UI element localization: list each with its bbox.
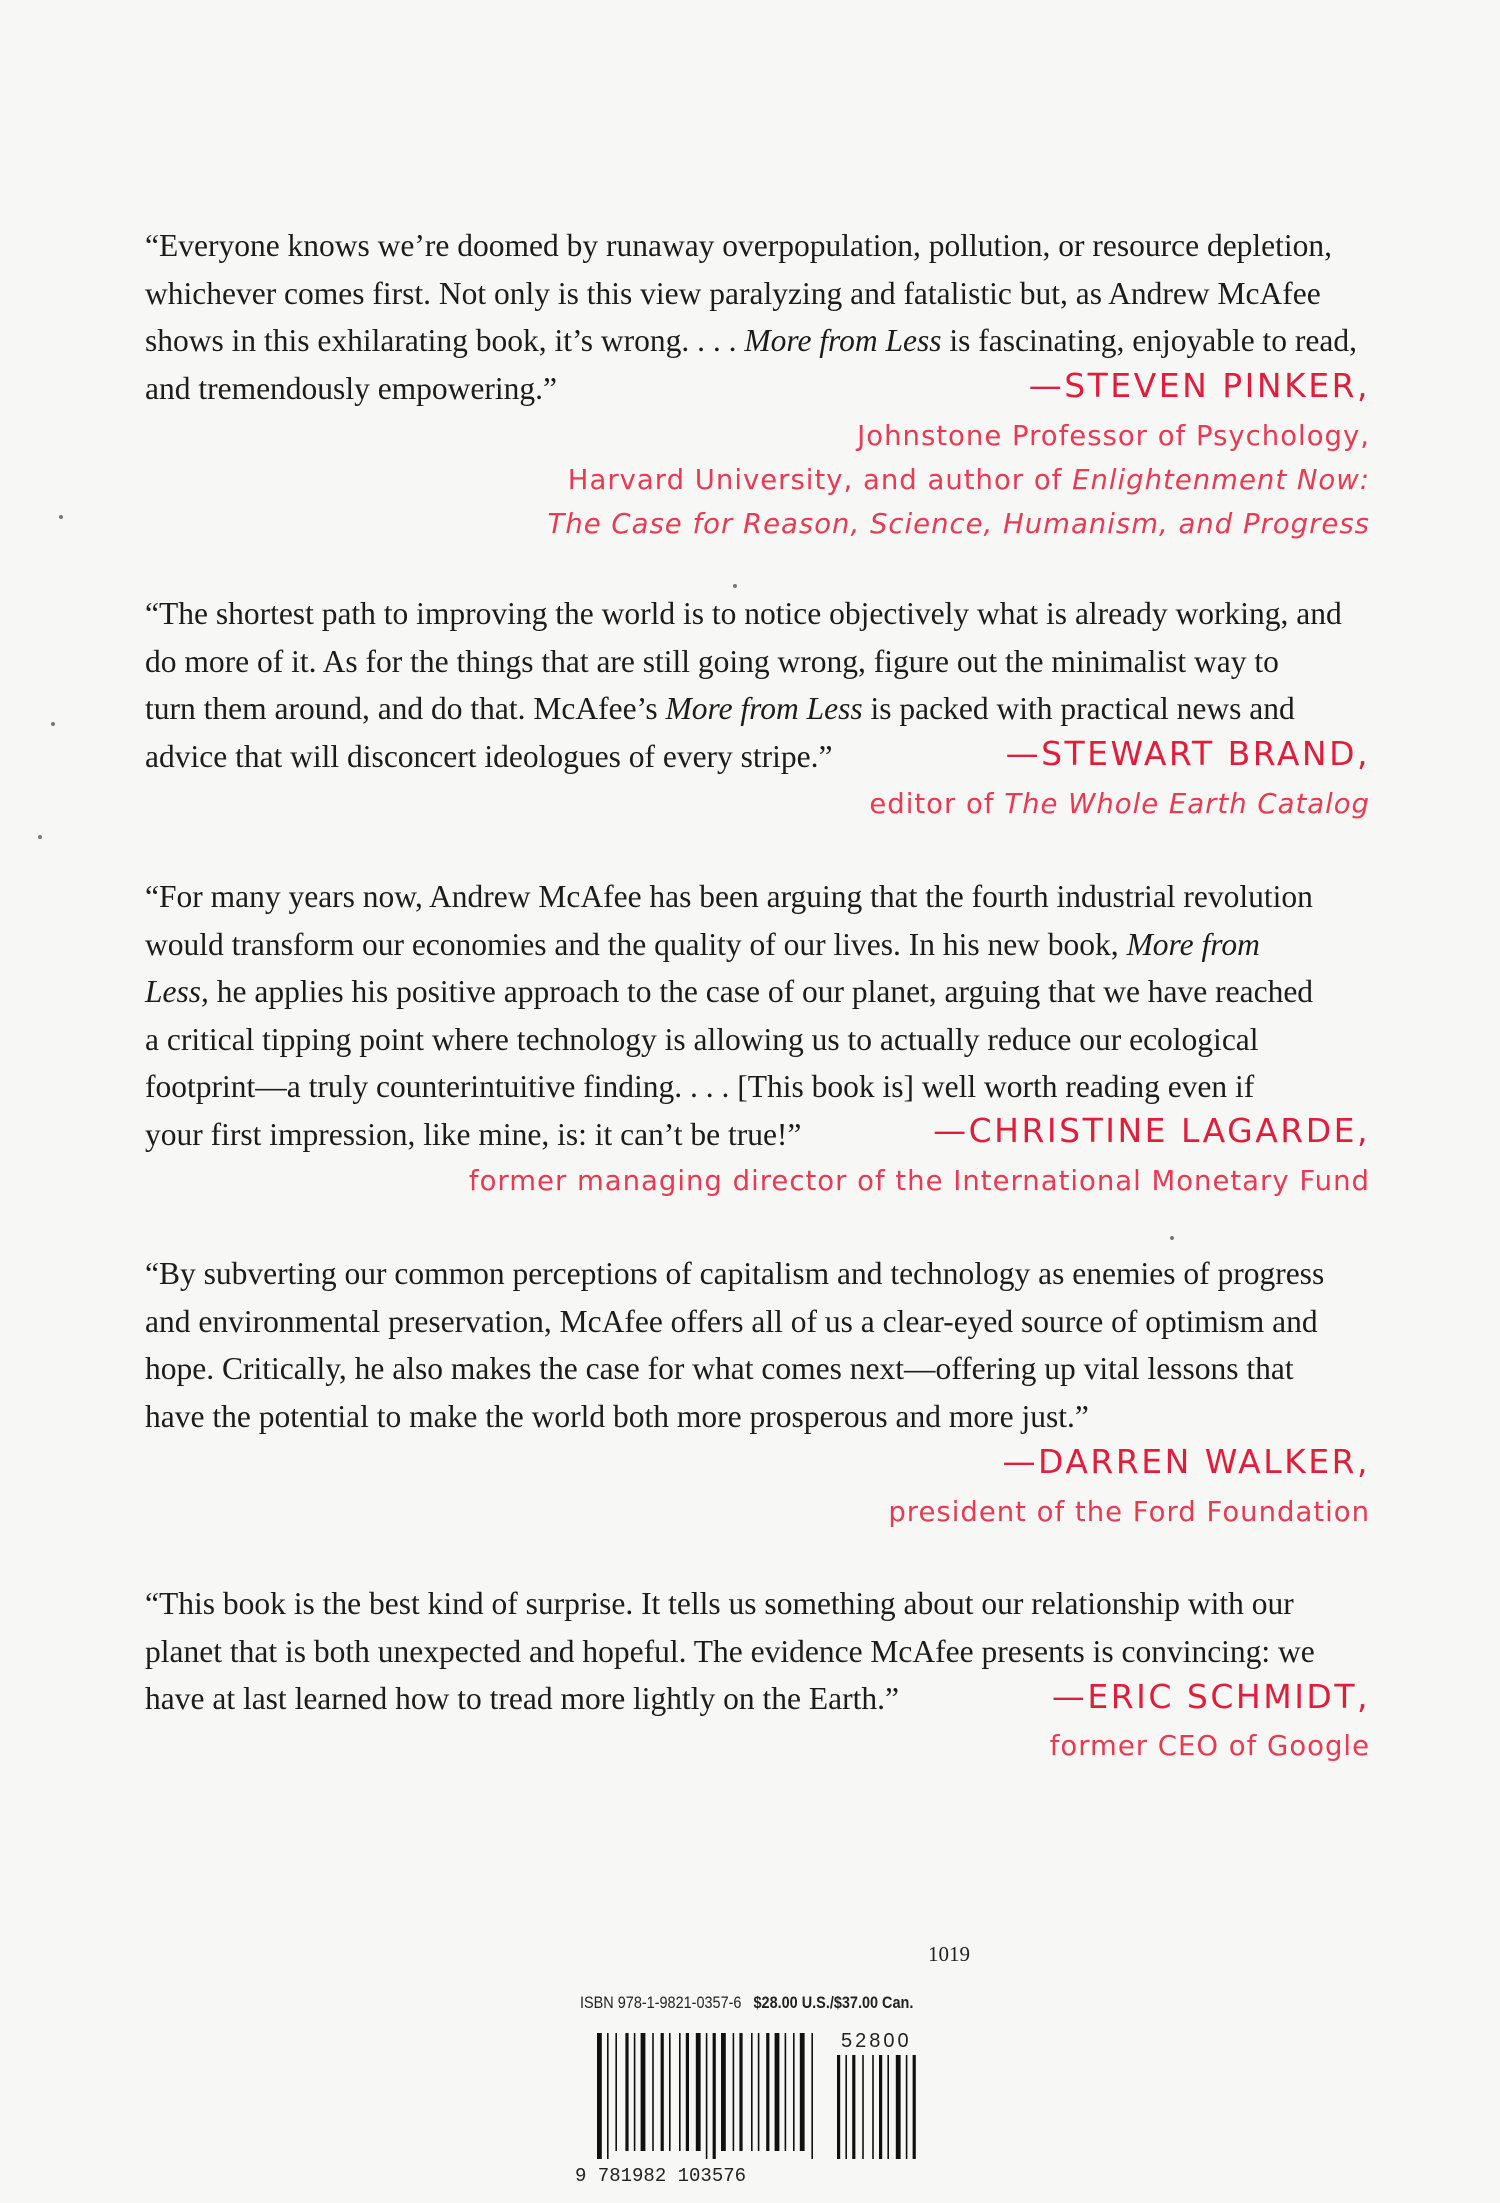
blurb-attribution-title: president of the Ford Foundation <box>888 1496 1370 1528</box>
barcode-bar <box>793 2033 795 2151</box>
barcode-addon-bar <box>906 2055 908 2159</box>
barcode-bar <box>766 2033 769 2151</box>
blurb-quote: “The shortest path to improving the world is to notice objectively what is already working, and do more of it. As for the things that are still going wrong, figure out the minimalist way to turn them around, and do that. McAfee’s More from Less is packed with practical news and advice that will disconcert ideologues of every stripe.” <box>145 596 1342 774</box>
barcode-bar <box>607 2033 609 2159</box>
blurb-attribution-title: former managing director of the International Monetary Fund <box>468 1165 1370 1197</box>
blurb-attribution-title: former CEO of Google <box>1049 1730 1370 1762</box>
barcode-bar <box>686 2033 689 2151</box>
barcode-bar <box>634 2033 636 2151</box>
barcode-bar <box>641 2033 646 2151</box>
barcode-bar <box>669 2033 671 2151</box>
barcode-bar <box>597 2033 602 2159</box>
barcode-bar <box>785 2033 787 2151</box>
barcode-addon-bar <box>852 2055 855 2159</box>
barcode-bar <box>679 2033 681 2151</box>
barcode-bar <box>811 2033 813 2159</box>
blurb-attribution-name: —CHRISTINE LAGARDE, <box>933 1111 1370 1150</box>
barcode-bar <box>625 2033 628 2151</box>
barcode-addon-bar <box>913 2055 916 2159</box>
blurb-lagarde <box>145 873 1370 1197</box>
blurb-quote: “For many years now, Andrew McAfee has been arguing that the fourth industrial revolution would transform our economies and the quality of our lives. In his new book, More from Less, he applies his positive approach to the case of our planet, arguing that we have reached a critical tipping point where technology is allowing us to actually reduce our ecological footprint—a truly counterintuitive finding. . . . [This book is] well worth reading even if your first impression, like mine, is: it can’t be true!” <box>145 879 1314 1152</box>
barcode-bar <box>615 2033 617 2151</box>
blurb-walker <box>145 1250 1370 1528</box>
blurb-brand <box>145 590 1370 820</box>
scan-speck <box>1170 1236 1174 1240</box>
blurb-attribution-name: —STEWART BRAND, <box>1005 734 1370 773</box>
barcode-bar <box>696 2033 701 2151</box>
barcode-addon-bar <box>845 2055 847 2159</box>
blurb-pinker <box>145 222 1370 540</box>
barcode-bar <box>739 2033 742 2151</box>
barcode-addon-bar <box>879 2055 882 2159</box>
blurb-attribution-title: editor of The Whole Earth Catalog <box>869 788 1370 820</box>
blurb-attribution-name: —STEVEN PINKER, <box>1028 366 1370 405</box>
barcode-bar <box>800 2033 805 2151</box>
scan-speck <box>59 515 63 519</box>
isbn-barcode <box>575 2025 955 2185</box>
printer-code: 1019 <box>928 1942 970 1966</box>
barcode-bar <box>733 2033 735 2151</box>
scan-speck <box>733 584 737 588</box>
barcode-bar <box>652 2033 654 2151</box>
blurb-attribution-name: —DARREN WALKER, <box>1002 1442 1370 1481</box>
barcode-addon-bar <box>896 2055 901 2159</box>
barcode-bar <box>661 2033 664 2151</box>
blurb-quote: “Everyone knows we’re doomed by runaway overpopulation, pollution, or resource depletion, whichever comes first. Not only is this view paralyzing and fatalistic but, as Andrew McAfee shows in this exhilarating book, it’s wrong. . . . More from Less is fascinating, enjoyable to read, and tremendously empowering.” <box>145 228 1358 406</box>
barcode-bar <box>706 2033 708 2159</box>
barcode-bar <box>751 2033 753 2151</box>
barcode-bar <box>713 2033 716 2159</box>
scan-speck <box>38 835 42 839</box>
isbn-price-line: ISBN 978-1-9821-0357-6 $28.00 U.S./$37.00 Can. <box>580 1993 914 2012</box>
barcode-addon-bar <box>872 2055 874 2159</box>
blurb-attribution-title: Johnstone Professor of Psychology, Harvard University, and author of Enlightenment Now: The Case for Reason, Science, Humanism, and Progress <box>547 420 1370 540</box>
price-code-digits: 52800 <box>841 2030 912 2052</box>
barcode-bar <box>758 2033 760 2151</box>
barcode-addon-bar <box>862 2055 864 2159</box>
blurb-attribution-name: —ERIC SCHMIDT, <box>1051 1677 1370 1716</box>
blurb-quote: “By subverting our common perceptions of capitalism and technology as enemies of progress and environmental preservation, McAfee offers all of us a clear-eyed source of optimism and hope. Critically, he also makes the case for what comes next—offering up vital lessons that have the potential to make the world both more prosperous and more just.” <box>145 1256 1325 1434</box>
blurb-quote: “This book is the best kind of surprise. It tells us something about our relationship with our planet that is both unexpected and hopeful. The evidence McAfee presents is convincing: we have at last learned how to tread more lightly on the Earth.” <box>145 1586 1315 1716</box>
barcode-bar <box>721 2033 726 2151</box>
barcode-addon-bar <box>887 2055 889 2159</box>
blurb-schmidt <box>145 1580 1370 1762</box>
barcode-addon-bar <box>837 2055 840 2159</box>
barcode-digits: 9 781982 103576 <box>575 2165 747 2185</box>
scan-speck <box>51 722 55 726</box>
barcode-bar <box>775 2033 780 2151</box>
